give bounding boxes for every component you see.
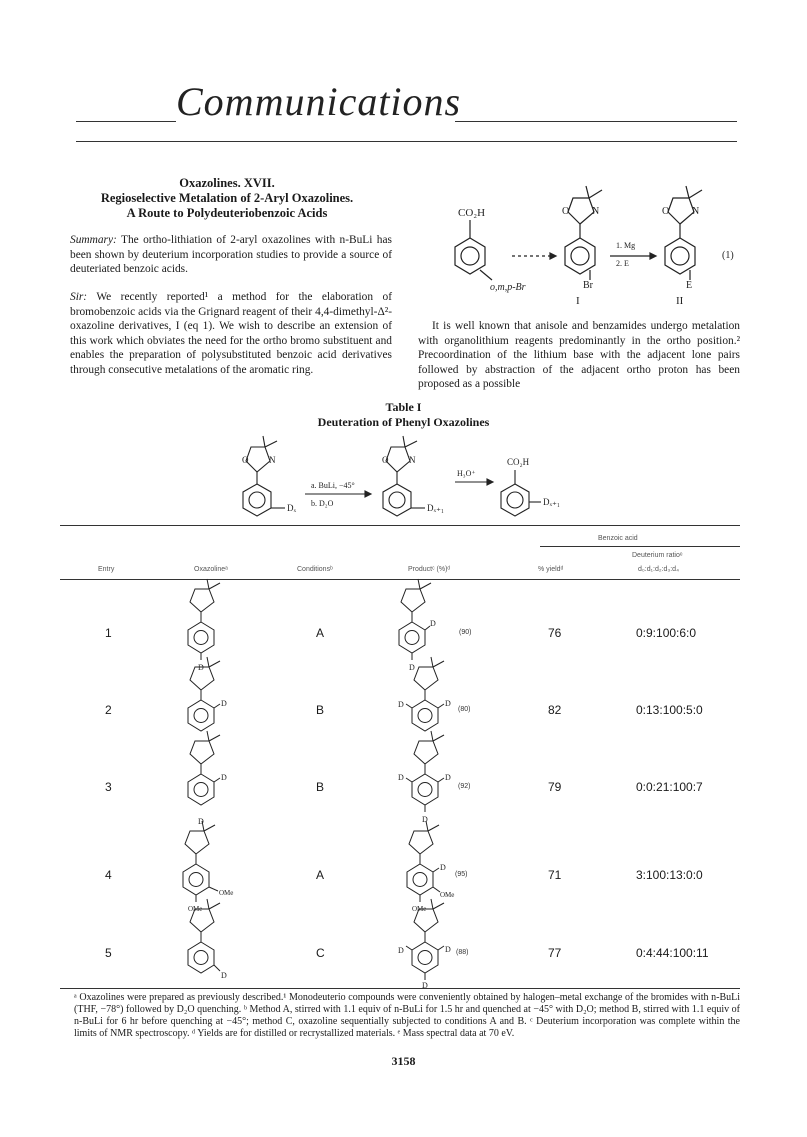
- table-scheme-h3o: H₃O⁺: [457, 469, 476, 478]
- row-1-prod-d-ortho: D: [430, 619, 436, 628]
- header-deut-sub: d₀:d₁:d₂:d₃:d₄: [638, 566, 679, 573]
- row-3-ox-d-ortho: D: [221, 773, 227, 782]
- table-structures: [0, 580, 807, 990]
- table-scheme-cond-2: b. D₂O: [311, 499, 334, 508]
- table-bottom-rule: [60, 988, 740, 989]
- row-3-ox-d-below: D: [198, 817, 204, 826]
- table-scheme-o-1: O: [242, 455, 249, 465]
- header-deuterium-ratio: Deuterium ratioᵉ: [632, 552, 683, 559]
- eq1-label-II: II: [676, 295, 684, 307]
- table-footnote: ᵃ Oxazolines were prepared as previously described.¹ Monodeuterio compounds were conveniently obtained by halogen–metal exchange of the bromides with n-BuLi (THF, −78°) followed by D₂O quenching. ᵇ Method A, stirred with 1.1 equiv of n-BuLi for 1.5 hr and quenched at −45° with D₂O; method B, stirred with 1.1 equiv of n-BuLi for 6 hr before quenching at −45°; method C, oxazoline sequentially subjected to conditions A and B. ᶜ Deuterium incorporation was complete within the limits of NMR spectroscopy. ᵈ Yields are for distilled or recrystallized materials. ᵉ Mass spectral data at 70 eV.: [74, 992, 740, 1039]
- row-5-prod-d-left: D: [398, 946, 404, 955]
- row-2-prod-d-left: D: [398, 700, 404, 709]
- row-1-prod-d-para: D: [409, 663, 415, 672]
- banner-rule-full: [76, 141, 737, 142]
- row-4-prod-ome-para: OMe: [412, 905, 427, 913]
- table-scheme-dx: Dₓ: [287, 503, 297, 513]
- row-5-entry: 5: [105, 946, 112, 960]
- row-4-prod-d: D: [440, 863, 446, 872]
- table-scheme-n-1: N: [269, 455, 276, 465]
- row-5-prod-d-para: D: [422, 981, 428, 990]
- article-title-line-2: Regioselective Metalation of 2-Aryl Oxazolines.: [100, 191, 354, 205]
- sir-lead: Sir:: [70, 291, 88, 303]
- page-number: 3158: [391, 1054, 416, 1068]
- eq1-o-label-2: O: [662, 206, 670, 217]
- row-2-ox-d: D: [221, 699, 227, 708]
- table-scheme-o-2: O: [382, 455, 389, 465]
- row-5-prod-d-right: D: [445, 945, 451, 954]
- row-4-yield: 71: [548, 868, 562, 882]
- row-4-entry: 4: [105, 868, 112, 882]
- eq1-step1: 1. Mg: [616, 241, 636, 250]
- table-scheme-n-2: N: [409, 455, 416, 465]
- eq1-step2: 2. E: [616, 259, 629, 268]
- row-5-ox-d: D: [221, 971, 227, 980]
- table-scheme-dx1-2: Dₓ₊₁: [543, 497, 560, 507]
- banner-rule-right: [455, 121, 737, 122]
- row-5-yield: 77: [548, 946, 562, 960]
- row-2-yield: 82: [548, 703, 562, 717]
- row-5-condition: C: [316, 946, 325, 960]
- equation-1-scheme: [440, 160, 750, 310]
- row-4-ox-ome-meta: OMe: [219, 889, 234, 897]
- header-product: Productᶜ (%)ᵈ: [408, 566, 451, 573]
- table-caption-line-1: Table I: [385, 400, 422, 414]
- row-4-condition: A: [316, 868, 325, 882]
- table-scheme-co2h: CO₂H: [507, 457, 530, 467]
- eq1-e-label: E: [686, 280, 693, 291]
- eq1-o-label: O: [562, 206, 570, 217]
- eq1-br-label: Br: [583, 280, 593, 291]
- table-top-rule: [60, 525, 740, 526]
- header-benzoic-acid: Benzoic acid: [598, 535, 638, 542]
- row-1-ratio: 0:9:100:6:0: [636, 626, 697, 640]
- row-4-ox-ome-para: OMe: [188, 905, 203, 913]
- summary-paragraph: [70, 233, 392, 277]
- summary-text: The ortho-lithiation of 2-aryl oxazolines with n-BuLi has been shown by deuterium incorporation studies to provide a source of deuteriated benzoic acids.: [70, 234, 392, 276]
- row-3-prod-d-left: D: [398, 773, 404, 782]
- eq1-omp-label: o,m,p-Br: [490, 282, 526, 293]
- row-2-condition: B: [316, 703, 325, 717]
- article-title-line-3: A Route to Polydeuteriobenzoic Acids: [126, 206, 328, 220]
- row-2-prod-d-right: D: [445, 699, 451, 708]
- row-2-ratio: 0:13:100:5:0: [636, 703, 703, 717]
- row-4-percent: (95): [455, 871, 468, 878]
- header-yield: % yieldᵈ: [538, 566, 564, 573]
- row-3-condition: B: [316, 780, 325, 794]
- eq1-label-I: I: [576, 295, 580, 307]
- row-1-percent: (90): [459, 629, 472, 636]
- row-1-entry: 1: [105, 626, 112, 640]
- eq1-co2h-label: CO₂H: [458, 207, 486, 219]
- table-scheme-cond-1: a. BuLi, −45°: [311, 481, 355, 490]
- sir-paragraph: [70, 290, 392, 378]
- row-3-prod-d-para: D: [422, 815, 428, 824]
- header-oxazoline: Oxazolineᵃ: [194, 566, 228, 573]
- table-scheme-dx1-1: Dₓ₊₁: [427, 503, 444, 513]
- header-conditions: Conditionsᵇ: [297, 566, 333, 573]
- row-5-ratio: 0:4:44:100:11: [636, 946, 709, 960]
- row-2-entry: 2: [105, 703, 112, 717]
- banner-rule-left: [76, 121, 176, 122]
- row-1-condition: A: [316, 626, 325, 640]
- summary-lead: Summary:: [70, 234, 117, 246]
- row-1-ox-d: D: [198, 663, 204, 672]
- row-4-ratio: 3:100:13:0:0: [636, 868, 703, 882]
- row-3-yield: 79: [548, 780, 562, 794]
- benzoic-acid-rule: [540, 546, 740, 547]
- right-column-paragraph: [418, 319, 740, 392]
- eq1-number: (1): [722, 250, 734, 261]
- article-title-line-1: Oxazolines. XVII.: [179, 176, 275, 190]
- banner-title: Communications: [176, 79, 462, 124]
- eq1-n-label-2: N: [692, 206, 700, 217]
- row-3-ratio: 0:0:21:100:7: [636, 780, 703, 794]
- row-3-percent: (92): [458, 783, 471, 790]
- sir-text: We recently reported¹ a method for the elaboration of bromobenzoic acids via the Grignard reagent of their 4,4-dimethyl-Δ²-oxazoline derivatives, I (eq 1). We wish to describe an extension of this work which obviates the need for the ortho bromo substituent and enables the preparation of polysubstituted benzoic acid derivatives through consecutive metalations of the aromatic ring.: [70, 291, 392, 376]
- eq1-n-label: N: [592, 206, 600, 217]
- row-3-entry: 3: [105, 780, 112, 794]
- header-entry: Entry: [98, 566, 115, 573]
- row-5-percent: (88): [456, 949, 469, 956]
- right-column-text: It is well known that anisole and benzamides undergo metalation with organolithium reagents predominantly in the ortho position.² Precoordination of the lithium base with the adjacent lone pairs followed by abstraction of the adjacent ortho proton has been proposed as a possible: [418, 320, 740, 391]
- row-2-percent: (80): [458, 706, 471, 713]
- row-1-yield: 76: [548, 626, 562, 640]
- row-3-prod-d-right: D: [445, 773, 451, 782]
- table-caption-line-2: Deuteration of Phenyl Oxazolines: [317, 415, 490, 429]
- table-reaction-scheme: [225, 432, 585, 524]
- row-4-prod-ome-meta: OMe: [440, 891, 455, 899]
